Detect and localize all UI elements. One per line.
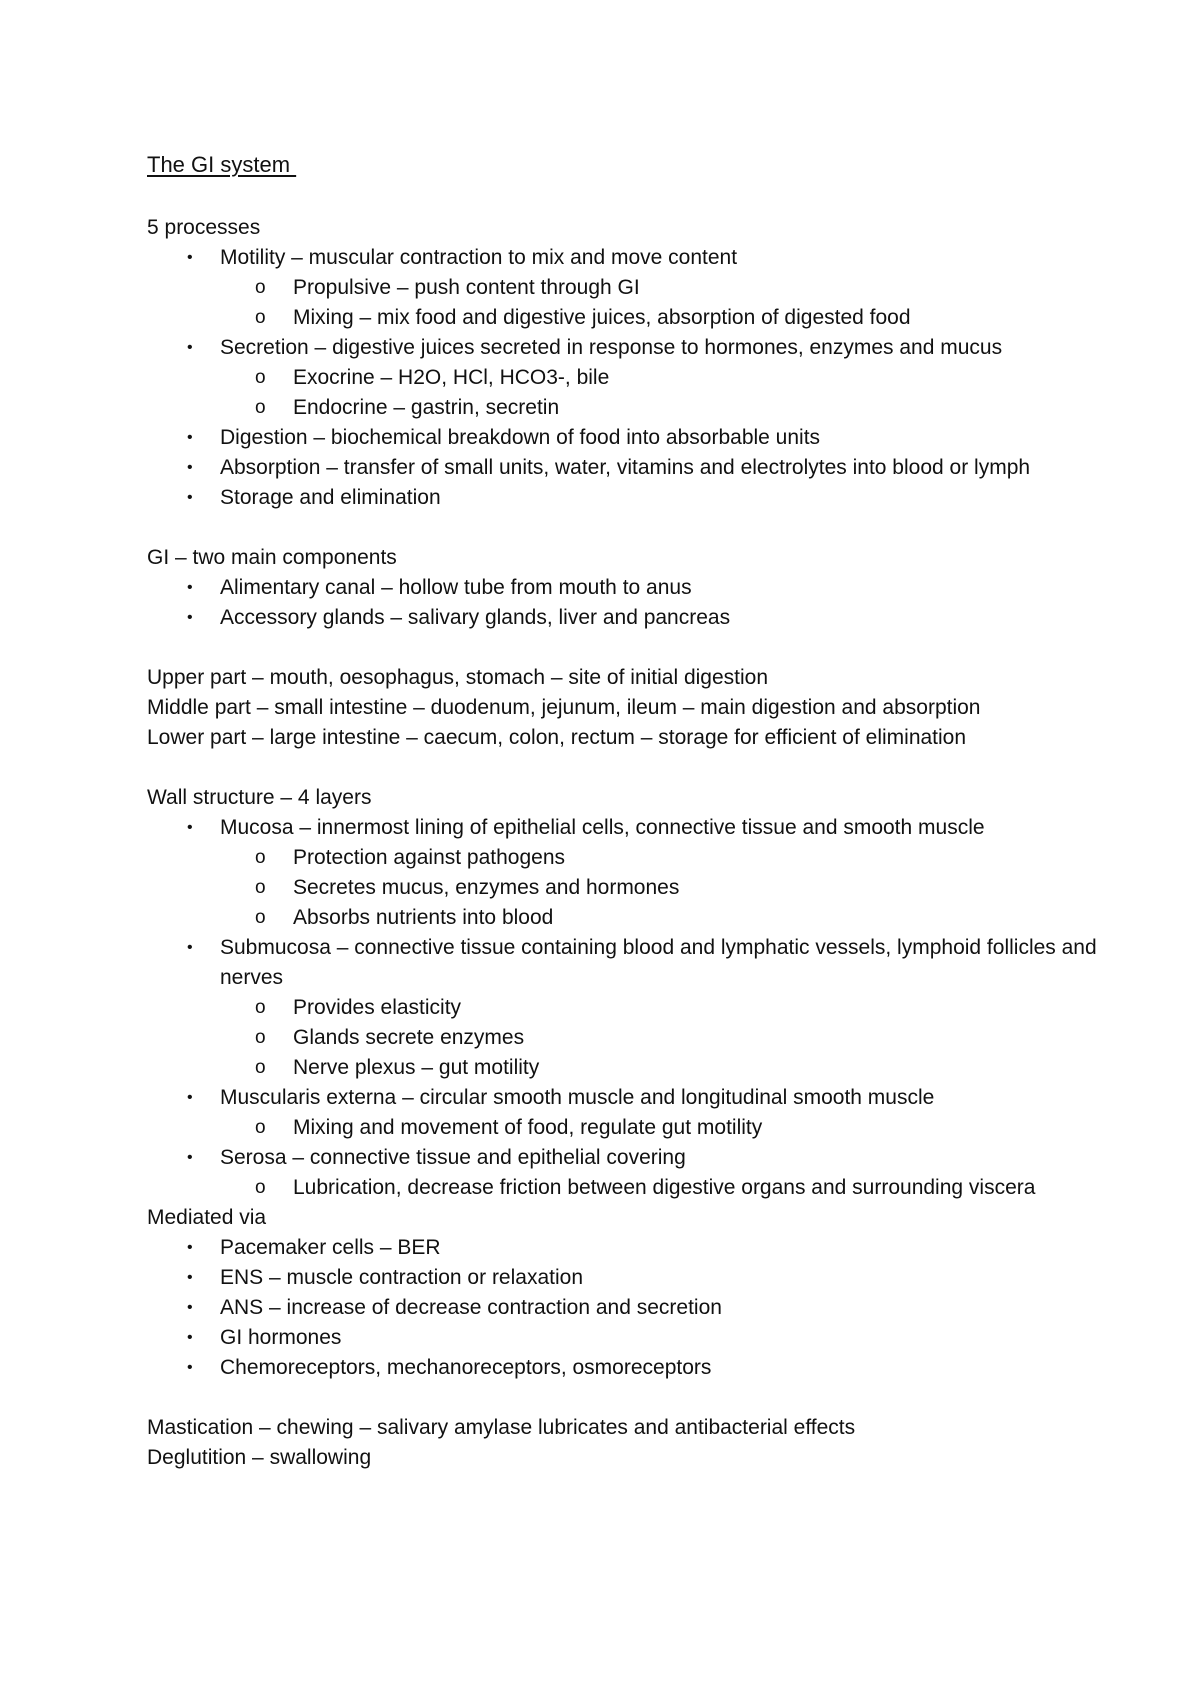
circle-bullet-icon: o bbox=[255, 1057, 266, 1078]
list-item-text: Accessory glands – salivary glands, liver and pancreas bbox=[220, 606, 731, 629]
circle-bullet-icon: o bbox=[255, 1117, 266, 1138]
sub-item-mucosa-protection bbox=[147, 843, 1107, 873]
circle-bullet-icon: o bbox=[255, 397, 266, 418]
list-item-text: Pacemaker cells – BER bbox=[220, 1236, 441, 1259]
sub-item-text: Exocrine – H2O, HCl, HCO3-, bile bbox=[293, 366, 610, 389]
sub-item-submucosa-glands bbox=[147, 1023, 1107, 1053]
sub-item-submucosa-elasticity bbox=[147, 993, 1107, 1023]
circle-bullet-icon: o bbox=[255, 907, 266, 928]
list-item-text: ENS – muscle contraction or relaxation bbox=[220, 1266, 583, 1289]
sub-item-mucosa-secretes bbox=[147, 873, 1107, 903]
sub-item-submucosa-nerve bbox=[147, 1053, 1107, 1083]
list-item-ens bbox=[147, 1263, 1107, 1293]
bullet-icon: • bbox=[187, 1089, 193, 1106]
sub-item-text: Nerve plexus – gut motility bbox=[293, 1056, 540, 1079]
bullet-icon: • bbox=[187, 489, 193, 506]
bullet-icon: • bbox=[187, 1269, 193, 1286]
sub-item-muscularis-mixing bbox=[147, 1113, 1107, 1143]
circle-bullet-icon: o bbox=[255, 877, 266, 898]
list-item-text: Submucosa – connective tissue containing blood and lymphatic vessels, lymphoid follicles and nerves bbox=[220, 936, 1097, 989]
sub-item-propulsive bbox=[147, 273, 1107, 303]
document-body bbox=[147, 213, 1107, 1473]
bullet-icon: • bbox=[187, 429, 193, 446]
circle-bullet-icon: o bbox=[255, 847, 266, 868]
circle-bullet-icon: o bbox=[255, 1027, 266, 1048]
sub-item-text: Endocrine – gastrin, secretin bbox=[293, 396, 560, 419]
bullet-icon: • bbox=[187, 1239, 193, 1256]
section-heading-processes: 5 processes bbox=[147, 216, 261, 239]
circle-bullet-icon: o bbox=[255, 307, 266, 328]
sub-item-text: Mixing – mix food and digestive juices, absorption of digested food bbox=[293, 306, 911, 329]
sub-item-text: Secretes mucus, enzymes and hormones bbox=[293, 876, 680, 899]
sub-item-text: Lubrication, decrease friction between digestive organs and surrounding viscera bbox=[293, 1176, 1036, 1199]
circle-bullet-icon: o bbox=[255, 997, 266, 1018]
bullet-icon: • bbox=[187, 339, 193, 356]
circle-bullet-icon: o bbox=[255, 1177, 266, 1198]
circle-bullet-icon: o bbox=[255, 367, 266, 388]
paragraph-lower-part: Lower part – large intestine – caecum, colon, rectum – storage for efficient of elimination bbox=[147, 726, 967, 749]
bullet-icon: • bbox=[187, 1149, 193, 1166]
list-item-mucosa bbox=[147, 813, 1107, 843]
section-heading-mediated: Mediated via bbox=[147, 1206, 267, 1229]
list-item-text: ANS – increase of decrease contraction and secretion bbox=[220, 1296, 722, 1319]
sub-item-serosa-lubrication bbox=[147, 1173, 1107, 1203]
list-item-text: Alimentary canal – hollow tube from mouth to anus bbox=[220, 576, 692, 599]
bullet-icon: • bbox=[187, 1359, 193, 1376]
paragraph-mastication: Mastication – chewing – salivary amylase lubricates and antibacterial effects bbox=[147, 1416, 856, 1439]
bullet-icon: • bbox=[187, 939, 193, 956]
list-item-text: Storage and elimination bbox=[220, 486, 441, 509]
list-item-storage bbox=[147, 483, 1107, 513]
bullet-icon: • bbox=[187, 609, 193, 626]
bullet-icon: • bbox=[187, 459, 193, 476]
sub-item-mucosa-absorbs bbox=[147, 903, 1107, 933]
sub-item-exocrine bbox=[147, 363, 1107, 393]
spacer bbox=[147, 1383, 1107, 1413]
list-item-secretion bbox=[147, 333, 1107, 363]
sub-item-text: Glands secrete enzymes bbox=[293, 1026, 525, 1049]
list-item-muscularis bbox=[147, 1083, 1107, 1113]
sub-item-text: Provides elasticity bbox=[293, 996, 462, 1019]
paragraph-middle-part: Middle part – small intestine – duodenum, jejunum, ileum – main digestion and absorption bbox=[147, 696, 981, 719]
paragraph-deglutition: Deglutition – swallowing bbox=[147, 1446, 372, 1469]
list-item-text: Absorption – transfer of small units, water, vitamins and electrolytes into blood or lymph bbox=[220, 456, 1031, 479]
sub-item-endocrine bbox=[147, 393, 1107, 423]
bullet-icon: • bbox=[187, 579, 193, 596]
list-item-accessory bbox=[147, 603, 1107, 633]
list-item-submucosa bbox=[147, 933, 1107, 993]
list-item-text: Motility – muscular contraction to mix and move content bbox=[220, 246, 738, 269]
list-item-motility bbox=[147, 243, 1107, 273]
section-heading-wall: Wall structure – 4 layers bbox=[147, 786, 372, 809]
sub-item-text: Propulsive – push content through GI bbox=[293, 276, 640, 299]
list-item-text: Secretion – digestive juices secreted in response to hormones, enzymes and mucus bbox=[220, 336, 1003, 359]
paragraph-upper-part: Upper part – mouth, oesophagus, stomach – site of initial digestion bbox=[147, 666, 769, 689]
list-item-pacemaker bbox=[147, 1233, 1107, 1263]
spacer bbox=[147, 633, 1107, 663]
list-item-text: Digestion – biochemical breakdown of food into absorbable units bbox=[220, 426, 821, 449]
list-item-alimentary bbox=[147, 573, 1107, 603]
sub-item-text: Protection against pathogens bbox=[293, 846, 566, 869]
spacer bbox=[147, 753, 1107, 783]
bullet-icon: • bbox=[187, 819, 193, 836]
list-item-text: Mucosa – innermost lining of epithelial cells, connective tissue and smooth muscle bbox=[220, 816, 985, 839]
list-item-ans bbox=[147, 1293, 1107, 1323]
list-item-absorption bbox=[147, 453, 1107, 483]
bullet-icon: • bbox=[187, 1299, 193, 1316]
list-item-text: Chemoreceptors, mechanoreceptors, osmoreceptors bbox=[220, 1356, 712, 1379]
section-heading-components: GI – two main components bbox=[147, 546, 397, 569]
list-item-text: Serosa – connective tissue and epithelial covering bbox=[220, 1146, 686, 1169]
sub-item-text: Absorbs nutrients into blood bbox=[293, 906, 554, 929]
list-item-receptors bbox=[147, 1353, 1107, 1383]
list-item-serosa bbox=[147, 1143, 1107, 1173]
page-title: The GI system bbox=[147, 152, 297, 177]
list-item-digestion bbox=[147, 423, 1107, 453]
list-item-gi-hormones bbox=[147, 1323, 1107, 1353]
circle-bullet-icon: o bbox=[255, 277, 266, 298]
sub-item-text: Mixing and movement of food, regulate gut motility bbox=[293, 1116, 763, 1139]
list-item-text: Muscularis externa – circular smooth muscle and longitudinal smooth muscle bbox=[220, 1086, 935, 1109]
bullet-icon: • bbox=[187, 1329, 193, 1346]
bullet-icon: • bbox=[187, 249, 193, 266]
sub-item-mixing bbox=[147, 303, 1107, 333]
list-item-text: GI hormones bbox=[220, 1326, 342, 1349]
spacer bbox=[147, 513, 1107, 543]
